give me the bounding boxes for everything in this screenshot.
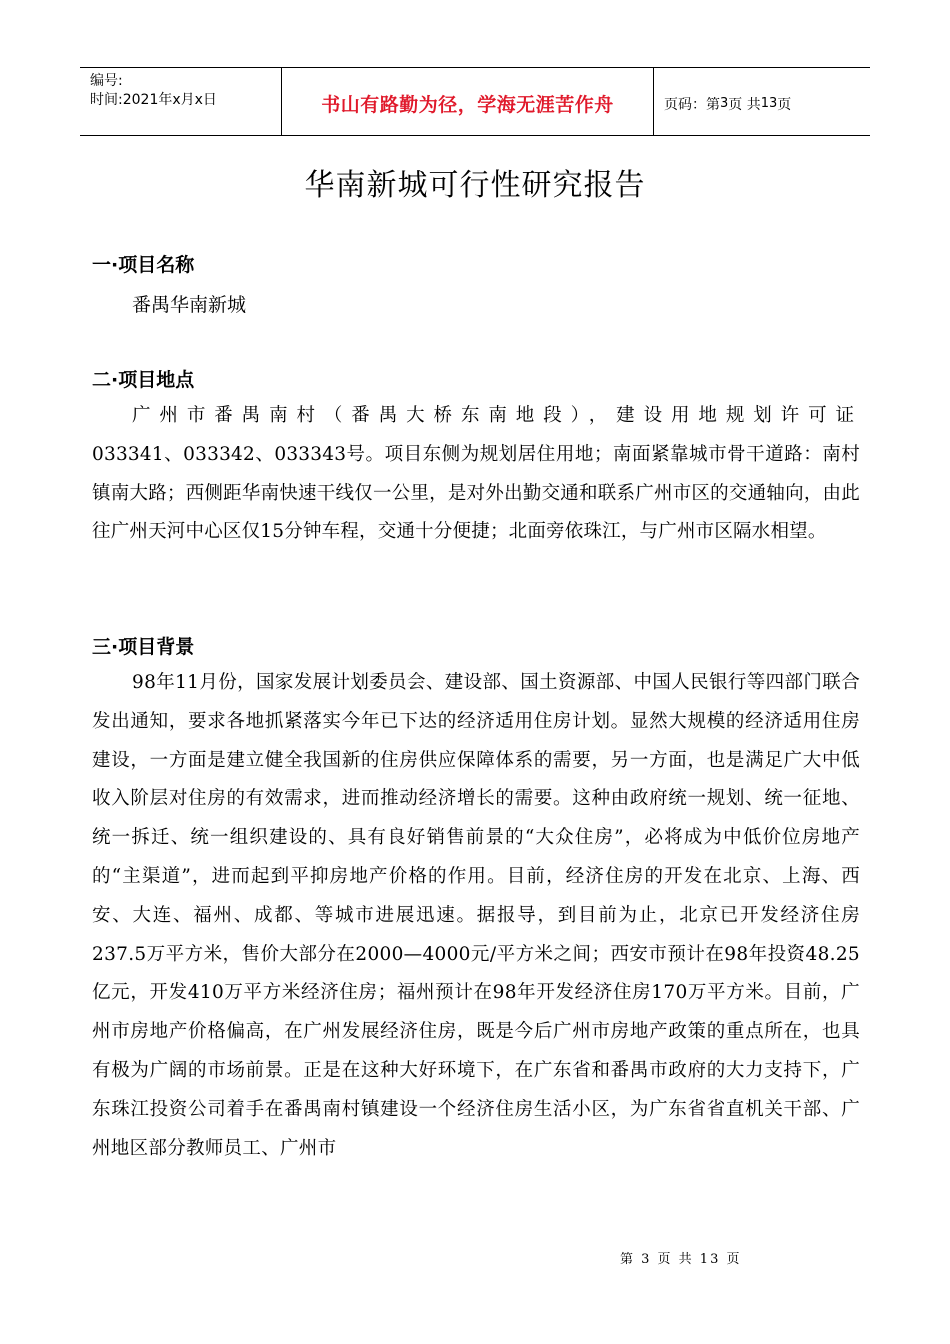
section-heading-project-background: 三·项目背景 [92, 636, 195, 658]
location-rest: 033341、033342、033343号。项目东侧为规划居住用地；南面紧靠城市骨干道路：南村镇南大路；西侧距华南快速干线仅一公里，是对外出勤交通和联系广州市区的交通轴向，由此往广州天河中心区仅15分钟车程，交通十分便捷；北面旁依珠江，与广州市区隔水相望。 [92, 443, 860, 543]
page-header [80, 67, 870, 136]
document-time-label: 时间:2021年x月x日 [90, 92, 217, 108]
section-heading-project-name: 一·项目名称 [92, 254, 195, 276]
section-heading-project-location: 二·项目地点 [92, 369, 195, 391]
page-footer: 第 3 页 共 13 页 [620, 1252, 742, 1267]
section-body-project-location [92, 397, 860, 552]
page-suffix: 页 [777, 96, 792, 113]
page-current: 3 [720, 96, 729, 111]
page-mid: 页 共 [728, 96, 761, 113]
header-meta-cell [80, 68, 282, 135]
document-number-label: 编号: [90, 73, 123, 89]
document-title: 华南新城可行性研究报告 [304, 168, 646, 203]
page-total: 13 [760, 96, 778, 111]
location-first-line: 广州市番禺南村（番禺大桥东南地段），建设用地规划许可证 [132, 405, 860, 426]
page-prefix: 页码：第 [664, 96, 720, 113]
header-page-info [654, 68, 870, 135]
section-body-project-name: 番禺华南新城 [132, 294, 247, 316]
header-motto: 书山有路勤为径，学海无涯苦作舟 [282, 68, 654, 135]
section-body-project-background: 98年11月份，国家发展计划委员会、建设部、国土资源部、中国人民银行等四部门联合发出通知，要求各地抓紧落实今年已下达的经济适用住房计划。显然大规模的经济适用住房建设，一方面是建立健全我国新的住房供应保障体系的需要，另一方面，也是满足广大中低收入阶层对住房的有效需求，进而推动经济增长的需要。这种由政府统一规划、统一征地、统一拆迁、统一组织建设的、具有良好销售前景的“大众住房”，必将成为中低价位房地产的“主渠道”，进而起到平抑房地产价格的作用。目前，经济住房的开发在北京、上海、西安、大连、福州、成都、等城市进展迅速。据报导，到目前为止，北京已开发经济住房237.5万平方米，售价大部分在2000—4000元/平方米之间；西安市预计在98年投资48.25亿元，开发410万平方米经济住房；福州预计在98年开发经济住房170万平方米。目前，广州市房地产价格偏高，在广州发展经济住房，既是今后广州市房地产政策的重点所在，也具有极为广阔的市场前景。正是在这种大好环境下，在广东省和番禺市政府的大力支持下，广东珠江投资公司着手在番禺南村镇建设一个经济住房生活小区，为广东省省直机关干部、广州地区部分教师员工、广州市 [92, 672, 860, 1159]
